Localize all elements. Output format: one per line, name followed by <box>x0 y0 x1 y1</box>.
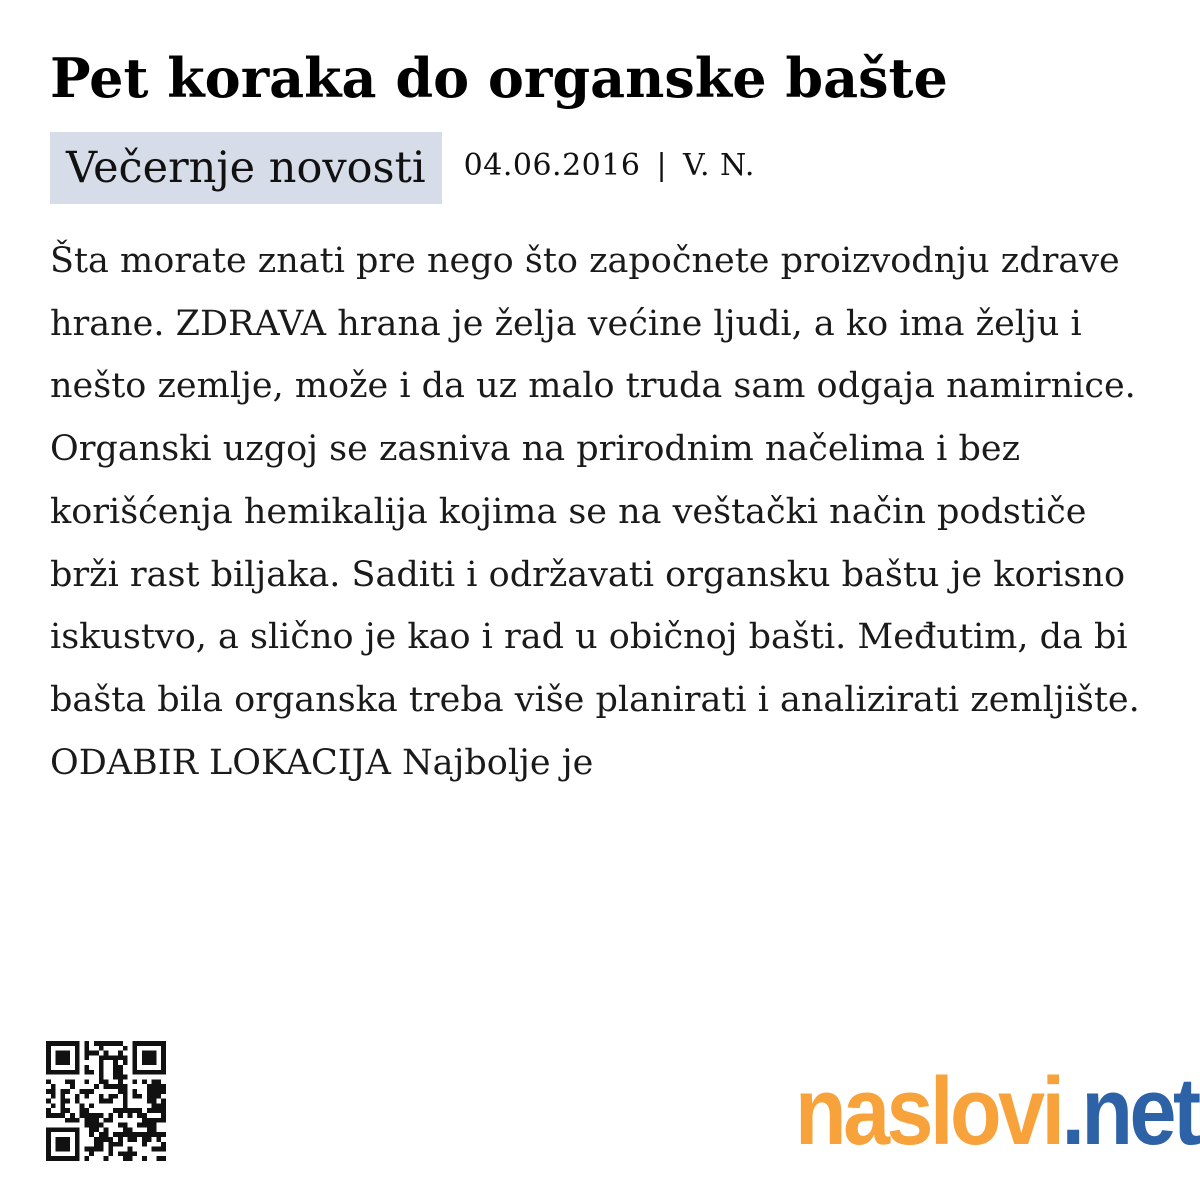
meta-separator: | <box>656 148 668 183</box>
article-title: Pet koraka do organske bašte <box>50 46 948 110</box>
logo-part-net: .net <box>1061 1058 1198 1165</box>
article-meta <box>50 132 755 204</box>
naslovi-net-logo <box>795 1054 1198 1170</box>
meta-info <box>464 146 755 186</box>
logo-part-naslovi: naslovi <box>795 1058 1062 1165</box>
article-date: 04.06.2016 <box>463 148 641 183</box>
article-body <box>50 230 1160 860</box>
text-fade-overlay <box>50 795 1160 860</box>
source-badge: Večernje novosti <box>50 132 442 204</box>
qr-code-icon <box>46 1038 166 1164</box>
article-author: V. N. <box>683 148 755 183</box>
article-body-text: Šta morate znati pre nego što započnete proizvodnju zdrave hrane. ZDRAVA hrana je želja većine ljudi, a ko ima želju i nešto zemlje, može i da uz malo truda sam odgaja namirnice. Organski uzgoj se zasniva na prirodnim načelima i bez korišćenja hemikalija kojima se na veštački način podstiče brži rast biljaka. Saditi i održavati organsku baštu je korisno iskustvo, a slično je kao i rad u običnoj bašti. Međutim, da bi bašta bila organska treba više planirati i analizirati zemljište. ODABIR LOKACIJA Najbolje je <box>50 241 1140 783</box>
